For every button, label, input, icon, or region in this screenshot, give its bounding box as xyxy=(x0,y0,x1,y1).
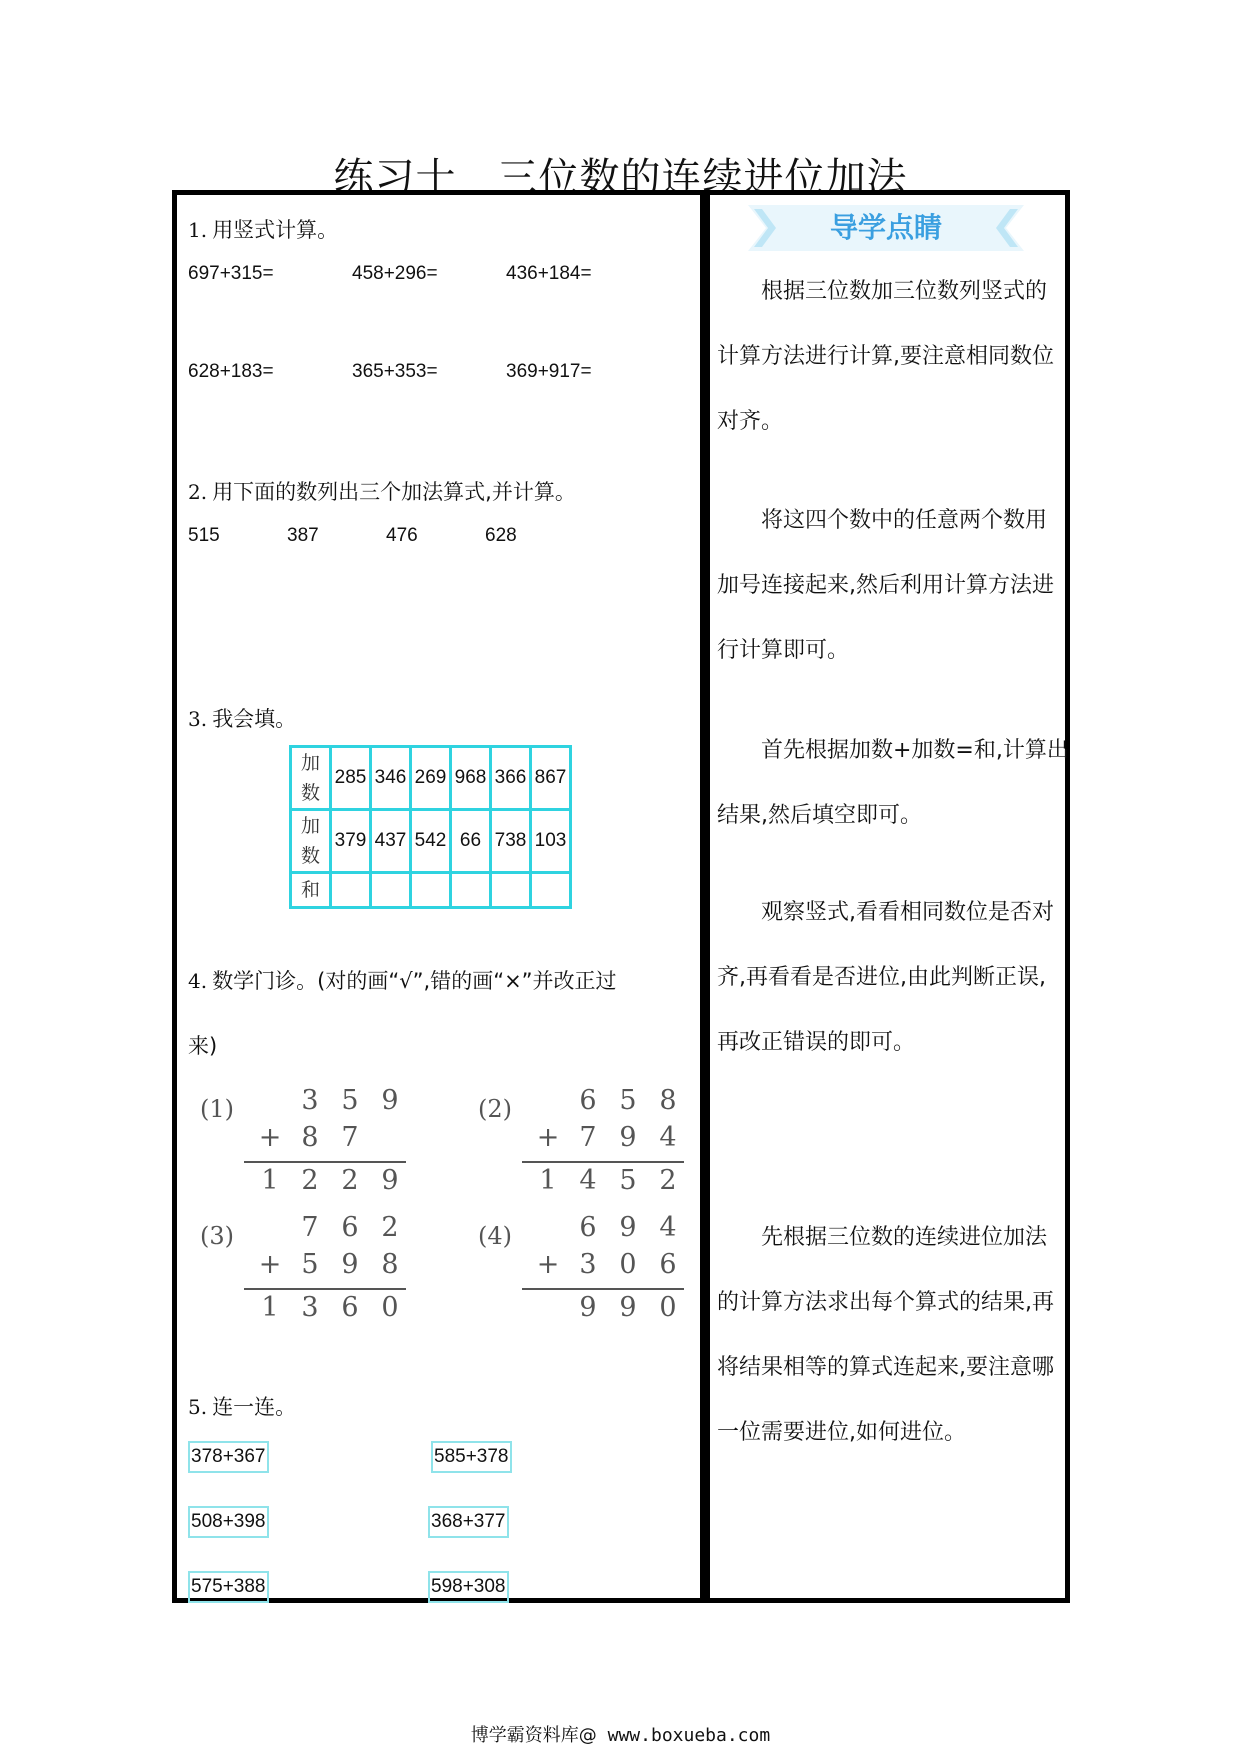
digit: 1 xyxy=(539,1165,557,1196)
plus-sign: + xyxy=(258,1249,282,1280)
digit: 5 xyxy=(619,1165,637,1196)
blank-answer-cell[interactable] xyxy=(451,873,491,908)
hint-line: 加号连接起来,然后利用计算方法进 xyxy=(717,573,1054,598)
question-number: 4. xyxy=(188,969,208,993)
addend-row xyxy=(291,747,571,810)
sum-line xyxy=(244,1161,406,1163)
problem-label: (4) xyxy=(478,1222,512,1250)
sum-line xyxy=(244,1288,406,1290)
table-cell: 366 xyxy=(491,747,531,810)
row-header: 加 数 xyxy=(291,747,331,810)
table-cell: 437 xyxy=(371,810,411,873)
digit: 6 xyxy=(659,1249,677,1280)
digit: 2 xyxy=(381,1212,399,1243)
row-header: 加 数 xyxy=(291,810,331,873)
digit: 6 xyxy=(579,1212,597,1243)
footer-watermark xyxy=(0,1721,1241,1747)
given-number: 476 xyxy=(386,525,418,546)
match-left-item[interactable]: 378+367 xyxy=(188,1441,269,1473)
hint-line: 再改正错误的即可。 xyxy=(717,1030,916,1055)
table-cell: 379 xyxy=(331,810,371,873)
digit: 9 xyxy=(341,1249,359,1280)
question-number: 3. xyxy=(188,707,208,731)
digit: 8 xyxy=(659,1085,677,1116)
digit: 9 xyxy=(381,1085,399,1116)
digit: 5 xyxy=(301,1249,319,1280)
digit: 9 xyxy=(579,1292,597,1323)
table-cell: 269 xyxy=(411,747,451,810)
match-right-item[interactable]: 598+308 xyxy=(428,1571,509,1603)
table-cell: 867 xyxy=(531,747,571,810)
given-number: 387 xyxy=(287,525,319,546)
digit: 3 xyxy=(579,1249,597,1280)
digit: 2 xyxy=(301,1165,319,1196)
digit: 4 xyxy=(659,1122,677,1153)
digit: 1 xyxy=(261,1292,279,1323)
digit: 9 xyxy=(381,1165,399,1196)
match-right-item[interactable]: 585+378 xyxy=(431,1441,512,1473)
expression: 458+296= xyxy=(352,263,438,284)
question-3-heading xyxy=(188,703,296,733)
question-title: 连一连。 xyxy=(212,1395,297,1419)
digit: 7 xyxy=(301,1212,319,1243)
digit: 9 xyxy=(619,1292,637,1323)
hint-line: 计算方法进行计算,要注意相同数位 xyxy=(717,344,1054,369)
hint-3 xyxy=(717,718,1069,848)
hint-4 xyxy=(717,880,1062,1075)
digit: 8 xyxy=(381,1249,399,1280)
digit: 6 xyxy=(341,1292,359,1323)
blank-answer-cell[interactable] xyxy=(371,873,411,908)
digit: 9 xyxy=(619,1212,637,1243)
question-number: 5. xyxy=(188,1395,208,1419)
digit: 0 xyxy=(619,1249,637,1280)
hint-line: 对齐。 xyxy=(717,409,784,434)
column-divider xyxy=(700,190,710,1603)
question-2-heading xyxy=(188,476,576,506)
question-title: 用竖式计算。 xyxy=(212,218,339,242)
hint-2 xyxy=(717,488,1062,683)
table-cell: 103 xyxy=(531,810,571,873)
blank-answer-cell[interactable] xyxy=(531,873,571,908)
question-number: 1. xyxy=(188,218,208,242)
hint-5 xyxy=(717,1205,1062,1465)
table-cell: 738 xyxy=(491,810,531,873)
question-title-continued: 来) xyxy=(188,1034,218,1058)
question-title: 数学门诊。(对的画“√”,错的画“×”并改正过 xyxy=(212,969,617,993)
given-number: 515 xyxy=(188,525,220,546)
hint-line: 将结果相等的算式连起来,要注意哪 xyxy=(717,1355,1054,1380)
digit: 4 xyxy=(579,1165,597,1196)
hint-line: 的计算方法求出每个算式的结果,再 xyxy=(717,1290,1054,1315)
plus-sign: + xyxy=(536,1122,560,1153)
digit: 7 xyxy=(341,1122,359,1153)
addition-fill-table xyxy=(289,745,572,909)
banner-title: 导学点睛 xyxy=(829,211,942,244)
sum-line xyxy=(522,1288,684,1290)
question-4-heading xyxy=(188,965,617,995)
problem-label: (1) xyxy=(200,1095,234,1123)
table-cell: 66 xyxy=(451,810,491,873)
hint-1 xyxy=(717,259,1062,454)
match-left-item[interactable]: 508+398 xyxy=(188,1506,269,1538)
hint-line: 齐,再看看是否进位,由此判断正误, xyxy=(717,965,1046,990)
hint-line: 结果,然后填空即可。 xyxy=(717,803,922,828)
digit: 0 xyxy=(381,1292,399,1323)
digit: 1 xyxy=(261,1165,279,1196)
question-title: 用下面的数列出三个加法算式,并计算。 xyxy=(212,480,576,504)
table-cell: 346 xyxy=(371,747,411,810)
blank-answer-cell[interactable] xyxy=(331,873,371,908)
footer-prefix: 博学霸资料库@ xyxy=(470,1725,597,1746)
problem-label: (3) xyxy=(200,1222,234,1250)
sum-line xyxy=(522,1161,684,1163)
page-title: 练习十 三位数的连续进位加法 xyxy=(333,155,908,201)
question-number: 2. xyxy=(188,480,208,504)
digit: 5 xyxy=(341,1085,359,1116)
digit: 6 xyxy=(579,1085,597,1116)
blank-answer-cell[interactable] xyxy=(411,873,451,908)
digit: 0 xyxy=(659,1292,677,1323)
row-header: 和 xyxy=(291,873,331,908)
digit: 2 xyxy=(341,1165,359,1196)
digit: 8 xyxy=(301,1122,319,1153)
expression: 436+184= xyxy=(506,263,592,284)
digit: 6 xyxy=(341,1212,359,1243)
digit: 4 xyxy=(659,1212,677,1243)
plus-sign: + xyxy=(258,1122,282,1153)
digit: 9 xyxy=(619,1122,637,1153)
table-cell: 542 xyxy=(411,810,451,873)
match-right-item[interactable]: 368+377 xyxy=(428,1506,509,1538)
expression: 697+315= xyxy=(188,263,274,284)
table-cell: 285 xyxy=(331,747,371,810)
hint-line: 根据三位数加三位数列竖式的 xyxy=(761,279,1048,304)
hint-line: 观察竖式,看看相同数位是否对 xyxy=(761,900,1054,925)
table-cell: 968 xyxy=(451,747,491,810)
guide-banner xyxy=(748,205,1024,251)
hint-line: 行计算即可。 xyxy=(717,638,850,663)
match-left-item[interactable]: 575+388 xyxy=(188,1571,269,1603)
expression: 365+353= xyxy=(352,361,438,382)
hint-line: 将这四个数中的任意两个数用 xyxy=(761,508,1048,533)
digit: 2 xyxy=(659,1165,677,1196)
sum-row xyxy=(291,873,571,908)
given-number: 628 xyxy=(485,525,517,546)
question-1-heading xyxy=(188,214,338,244)
digit: 7 xyxy=(579,1122,597,1153)
expression: 628+183= xyxy=(188,361,274,382)
addend-row xyxy=(291,810,571,873)
digit: 3 xyxy=(301,1292,319,1323)
footer-url: www.boxueba.com xyxy=(596,1725,771,1746)
digit: 5 xyxy=(619,1085,637,1116)
question-5-heading xyxy=(188,1391,296,1421)
hint-line: 首先根据加数+加数=和,计算出 xyxy=(761,738,1069,763)
hint-line: 先根据三位数的连续进位加法 xyxy=(761,1225,1048,1250)
blank-answer-cell[interactable] xyxy=(491,873,531,908)
digit: 3 xyxy=(301,1085,319,1116)
hint-line: 一位需要进位,如何进位。 xyxy=(717,1420,966,1445)
expression: 369+917= xyxy=(506,361,592,382)
problem-label: (2) xyxy=(478,1095,512,1123)
question-title: 我会填。 xyxy=(212,707,297,731)
plus-sign: + xyxy=(536,1249,560,1280)
